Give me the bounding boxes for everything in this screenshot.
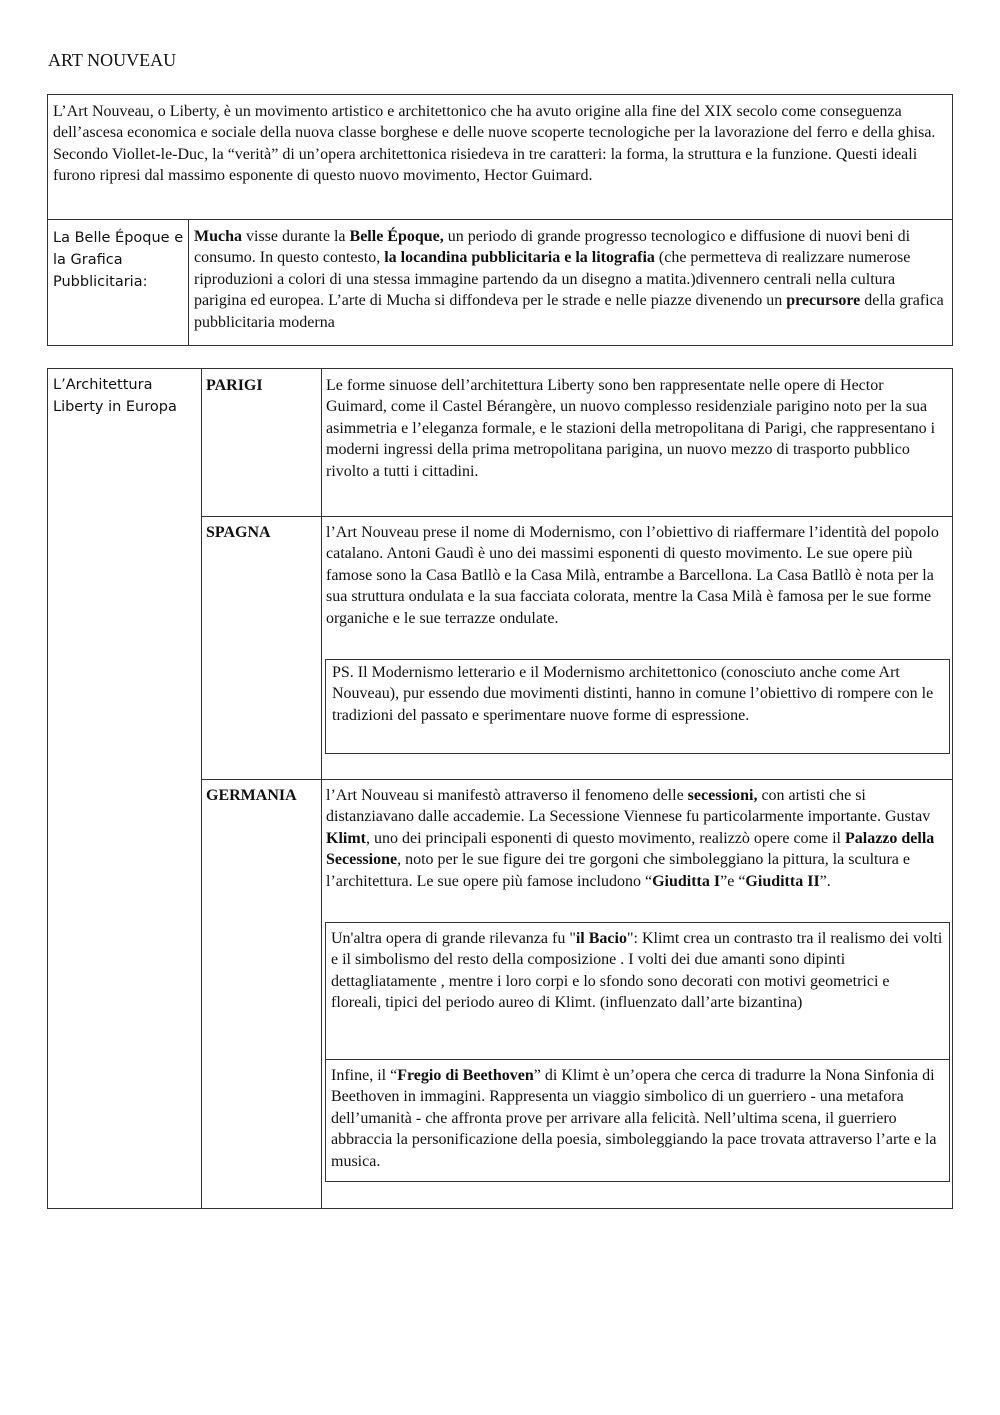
text-span: (che permetteva di realizzare numerose riproduzioni a colori di una stessa immagine partendo da un disegno a matita.)divennero centrali nella cultura parigina ed europea. L’arte di Mucha si diffondeva per le strade e nelle piazze divenendo un [194,249,911,310]
text-span: Un'altra opera di grande rilevanza fu " [331,930,576,947]
text-span: della grafica pubblicitaria moderna [194,292,944,331]
bold-bacio: il Bacio [575,930,627,947]
text-span: con artisti che si distanziavano dalle accademie. La Secessione Viennese fu particolarmente importante. Gustav [326,787,931,826]
architecture-table [47,368,953,1209]
bold-locandina: la locandina pubblicitaria e la litografia [384,249,655,267]
column-divider [321,369,322,1208]
text-span: ”e “ [720,872,746,890]
row-divider [201,516,952,517]
architecture-label: L’Architettura Liberty in Europa [53,377,177,415]
spagna-text: l’Art Nouveau prese il nome di Modernismo, con l’obiettivo di riaffermare l’identità del popolo catalano. Antoni Gaudì è uno dei massimi esponenti di questo movimento. Le sue opere più famose sono la Casa Batllò e la Casa Milà, entrambe a Barcellona. La Casa Batllò è nota per la sua struttura ondulata e la sua facciata colorata, mentre la Casa Milà è famosa per le sue forme organiche e le sue terrazze ondulate. [326,524,939,627]
bold-giuditta-2: Giuditta II [745,872,820,890]
text-span: visse durante la [242,228,350,245]
bold-mucha: Mucha [194,228,242,245]
text-span: ”. [819,872,831,890]
bold-palazzo: Palazzo della Secessione [326,829,935,869]
text-span: , uno dei principali esponenti di questo movimento, realizzò opere come il [366,829,845,847]
column-divider [201,369,202,1208]
row-divider [326,1059,949,1060]
country-spagna: SPAGNA [206,524,271,541]
belle-epoque-text [194,226,946,333]
intro-box [47,94,953,220]
germania-text [326,785,946,892]
bold-belle-epoque: Belle Époque, [349,228,444,245]
page-title: ART NOUVEAU [48,50,177,70]
bold-precursore: precursore [786,292,861,310]
text-span: Infine, il “ [331,1067,398,1084]
fregio-text [331,1065,943,1172]
text-span: , noto per le sue figure dei tre gorgoni che simboleggiano la pittura, la scultura e l’architettura. Le sue opere più famose includono “ [326,851,910,890]
country-parigi: PARIGI [206,377,263,394]
text-span: un periodo di grande progresso tecnologico e diffusione di nuovi beni di consumo. In questo contesto, [194,228,911,267]
text-span: ": Klimt crea un contrasto tra il realismo dei volti e il simbolismo del resto della composizione . I volti dei due amanti sono dipinti dettagliatamente , mentre i loro corpi e lo sfondo sono decorati con motivi geometrici e floreali, tipici del periodo aureo di Klimt. (influenzato dall’arte bizantina) [331,930,943,1012]
parigi-text: Le forme sinuose dell’architettura Liberty sono ben rappresentate nelle opere di Hector Guimard, come il Castel Bérangère, un nuovo complesso residenziale parigino noto per la sua asimmetria e l’eleganza formale, e le stazioni della metropolitana di Parigi, che rappresentano i moderni ingressi della prima metropolitana parigina, un nuovo mezzo di trasporto pubblico rivolto a tutti i cittadini. [326,377,936,480]
intro-text: L’Art Nouveau, o Liberty, è un movimento artistico e architettonico che ha avuto origine alla fine del XIX secolo come conseguenza dell’ascesa economica e sociale della nuova classe borghese e delle nuove scoperte tecnologiche per la lavorazione del ferro e della ghisa. Secondo Viollet-le-Duc, la “verità” di un’opera architettonica risiedeva in tre caratteri: la forma, la struttura e la funzione. Questi ideali furono ripresi dal massimo esponente di questo nuovo movimento, Hector Guimard. [53,103,936,185]
bold-giuditta-1: Giuditta I [652,872,721,890]
bold-klimt: Klimt [326,829,366,847]
belle-epoque-row [47,219,953,346]
text-span: ” di Klimt è un’opera che cerca di tradurre la Nona Sinfonia di Beethoven in immagini. Rappresenta un viaggio simbolico di un guerriero - una metafora dell’umanità - che affronta prove per arrivare alla felicità. Nell’ultima scena, il guerriero abbraccia la personificazione della poesia, simboleggiando la pace trovata attraverso l’arte e la musica. [331,1067,937,1170]
row-divider [201,779,952,780]
country-germania: GERMANIA [206,787,297,804]
bold-fregio: Fregio di Beethoven [397,1067,534,1084]
text-span: l’Art Nouveau si manifestò attraverso il fenomeno delle [326,787,688,804]
ps-note-text: PS. Il Modernismo letterario e il Modernismo architettonico (conosciuto anche come Art Nouveau), pur essendo due movimenti distinti, hanno in comune l’obiettivo di rompere con le tradizioni del passato e sperimentare nuove forme di espressione. [332,664,934,724]
ps-note-box [325,659,950,754]
column-divider [188,220,189,345]
bacio-text [331,928,943,1014]
klimt-works-box [325,922,950,1182]
belle-epoque-label: La Belle Époque e la Grafica Pubblicitaria: [53,230,184,290]
bold-secessioni: secessioni, [687,787,758,804]
